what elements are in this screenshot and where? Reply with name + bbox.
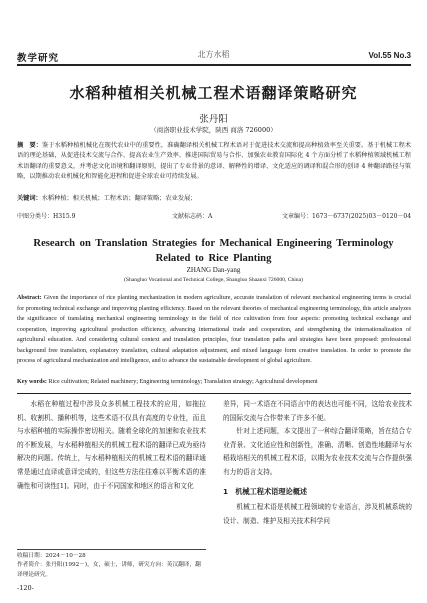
body-paragraph: 针对上述问题，本文提出了一种综合翻译策略，旨在结合专业背景、文化适应性和创新性，准确、清晰、创造性地翻译与水稻栽培相关的机械工程术语，以期为农业技术交流与合作提供强有力的语言支持。 — [223, 427, 412, 476]
author-en: ZHANG Dan-yang — [186, 266, 241, 274]
abstract-label-en: Abstract: — [17, 295, 42, 301]
column-label: 教学研究 — [17, 53, 60, 64]
body-paragraph: 水稻在种植过程中涉及众多机械工程技术的应用，如拖拉机、收割机、播种机等，这些术语不仅具有高度的专业性，而且与水稻种植的实际操作密切相关。随着全球化的加速和农业技术的不断发展，与水稻种植相关的机械工程术语的翻译已成为亟待解决的问题。传统上，与水稻种植相关的机械工程术语的翻译通常是通过直译或意译完成的，但这些方法往往难以平衡术语的准确性和可读性[1]。同时，由于不同国家和地区的语言和文化 — [17, 400, 206, 490]
page-number: -120- — [17, 584, 34, 592]
abstract-en — [17, 293, 411, 367]
keywords-cn — [17, 194, 411, 204]
abstract-rule — [17, 393, 411, 394]
header-rule — [17, 64, 411, 66]
abstract-cn — [17, 141, 411, 183]
abstract-label-cn: 摘 要： — [17, 142, 43, 149]
title-cn: 水稻种植相关机械工程术语翻译策略研究 — [69, 84, 358, 102]
affiliation-en: (Shangluo Vocational and Technical College, Shangluo Shaanxi 726000, China) — [124, 277, 303, 283]
keywords-text-cn: 水稻种植；相关机械；工程术语；翻译策略；农业发展； — [41, 195, 197, 202]
footnote-rule — [17, 549, 206, 550]
body-paragraph: 机械工程术语是机械工程领域的专业语言，涉及机械系统的设计、制造、维护及相关技术科学问 — [223, 503, 412, 525]
section-heading: 1 机械工程术语理论概述 — [223, 486, 308, 496]
journal-name: 北方水稻 — [197, 50, 230, 59]
abstract-text-en: Given the importance of rice planting mechanization in modern agriculture, accurate translation of relevant mechanical engineering terms is crucial for promoting technical exchange and improving planting efficiency. Based on the relevant theories of mechanical engineering terminology, this article analyzes the significance of translating mechanical engineering terminology in the field of rice cultivation from four aspects: promoting technical exchange and cooperation, improving agricultural production efficiency, advancing international trade and cooperation, and strengthening the internationalization of agricultural education. And considering cultural context and translation principles, four translation paths and strategies have been proposed: professional background free translation, explanatory translation, cultural adaptation adjustment, and mixed language form creative translation. In order to promote the process of agricultural mechanization and intelligence, and to advance the sustainable development of global agriculture. — [17, 295, 411, 364]
author-cn: 张丹阳 — [199, 114, 228, 125]
keywords-en — [17, 377, 411, 388]
keywords-text-en: Rice cultivation; Related machinery; Engineering terminology; Translation strategy; Agricultural development — [48, 379, 318, 385]
keywords-label-cn: 关键词： — [17, 195, 42, 202]
keywords-label-en: Key words: — [17, 379, 47, 385]
footnote — [17, 552, 206, 580]
article-number: 文章编号：1673－6737(2025)03－0120－04 — [282, 213, 412, 220]
author-bio: 作者简介：张丹阳(1992－)，女，硕士，讲师，研究方向：英汉翻译，翻译理论研究。 — [17, 562, 201, 578]
document-code: 文献标志码：A — [172, 213, 213, 220]
received-date: 收稿日期：2024－10－28 — [17, 553, 86, 559]
clc-number: 中图分类号：H315.9 — [17, 213, 76, 220]
affiliation-cn: （商洛职业技术学院，陕西 商洛 726000） — [150, 126, 277, 134]
abstract-text-cn: 鉴于水稻种植机械化在现代农业中的重要性，准确翻译相关机械工程术语对于促进技术交流和提高种植效率至关重要。基于机械工程术语的理论基础，从促进技术交流与合作、提高农业生产效率、推进国际贸易与合作、加强农业教育国际化 4 个方面分析了水稻种植领域机械工程术语翻译的重要意义，并考虑文化语境和翻译原则，提出了专业背景的意译、解释性的增译、文化适应的调译和混合形的创译 4 种翻译路径与策略，以期推动农业机械化和智能化进程和促进全球农业可持续发展。 — [17, 142, 412, 181]
title-en: Research on Translation Strategies for Mechanical Engineering Terminology Related to Rice Planting — [33, 238, 394, 264]
volume-label: Vol.55 No.3 — [368, 51, 411, 60]
body-paragraph: 差异，同一术语在不同语言中的表达也可能不同，这给农业技术的国际交流与合作带来了许多不便。 — [223, 400, 412, 422]
body-right-column — [223, 398, 412, 528]
body-left-column — [17, 398, 206, 493]
